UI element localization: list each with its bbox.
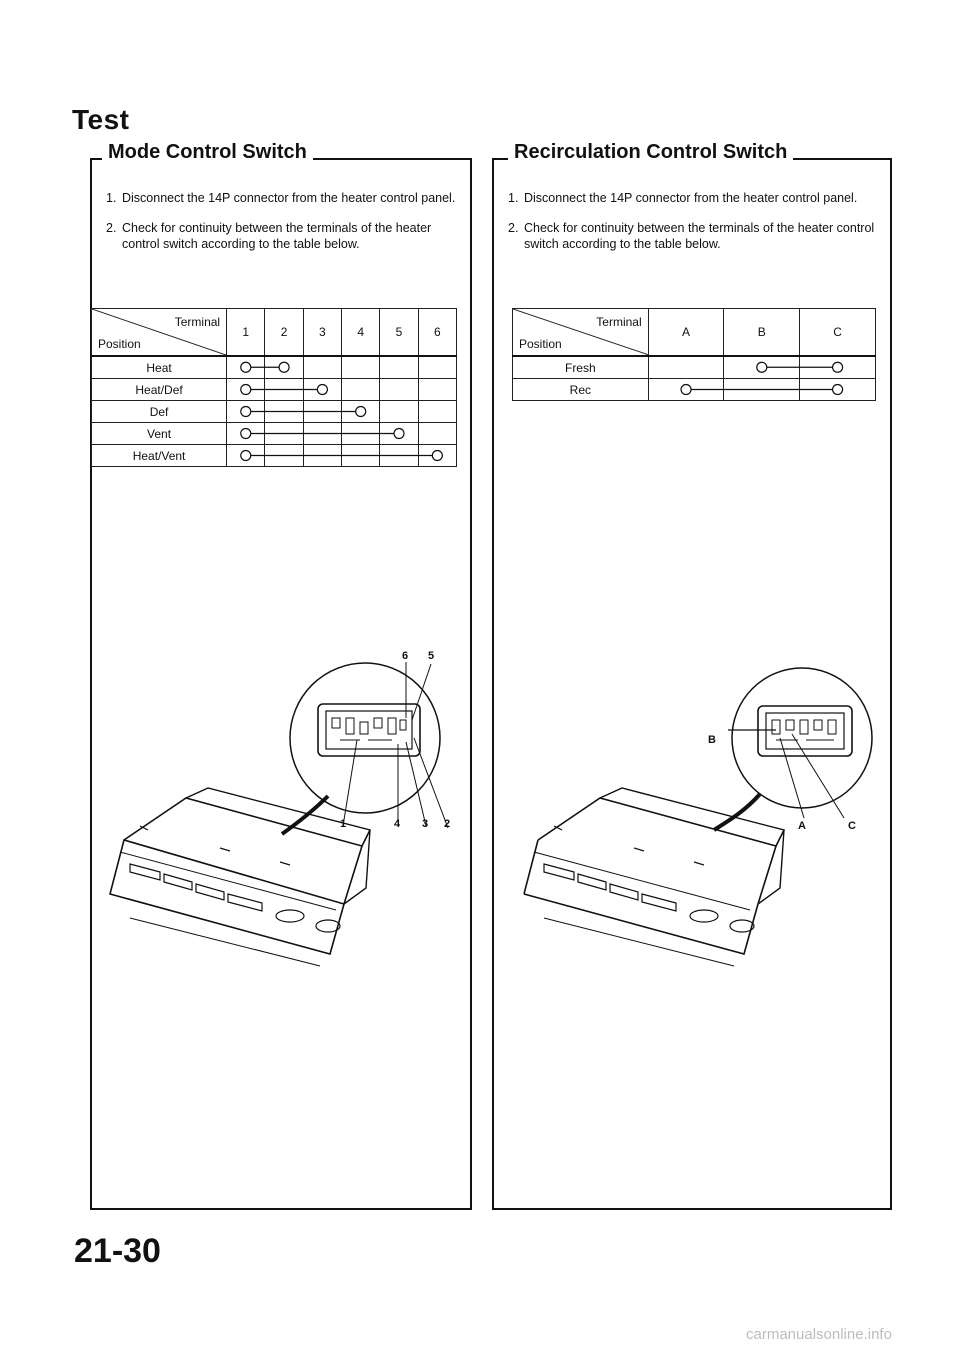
position-label: Heat <box>92 356 227 379</box>
position-header-label: Position <box>98 337 141 351</box>
position-label: Def <box>92 401 227 423</box>
table-row <box>92 445 457 467</box>
terminal-column-header: 6 <box>418 309 456 357</box>
terminal-column-header: A <box>648 309 724 357</box>
mode-switch-steps <box>106 190 456 266</box>
terminal-1-label: 1 <box>340 818 347 830</box>
position-label: Heat/Vent <box>92 445 227 467</box>
recirculation-control-switch-panel <box>492 141 892 1210</box>
terminal-3-label: 3 <box>422 818 429 830</box>
terminal-column-header: C <box>800 309 876 357</box>
step-item <box>508 190 876 206</box>
step-text: Disconnect the 14P connector from the heater control panel. <box>122 191 456 205</box>
table-row <box>92 401 457 423</box>
position-label: Heat/Def <box>92 379 227 401</box>
table-corner-header <box>513 309 649 357</box>
table-row <box>513 356 876 379</box>
terminal-column-header: 2 <box>265 309 303 357</box>
position-header-label: Position <box>519 337 562 351</box>
terminal-5-label: 5 <box>428 650 435 662</box>
terminal-column-header: 1 <box>227 309 265 357</box>
recirc-switch-continuity-table <box>512 308 876 401</box>
position-label: Rec <box>513 379 649 401</box>
terminal-c-label: C <box>848 820 856 832</box>
step-text: Disconnect the 14P connector from the heater control panel. <box>524 191 858 205</box>
page-title: Test <box>72 104 130 135</box>
position-label: Fresh <box>513 356 649 379</box>
step-text: Check for continuity between the terminals of the heater control switch according to the table below. <box>524 221 875 251</box>
mode-control-switch-panel <box>90 141 472 1210</box>
page-number: 21-30 <box>74 1232 161 1270</box>
recirc-switch-heading: Recirculation Control Switch <box>508 141 793 164</box>
table-row <box>92 356 457 379</box>
terminal-header-label: Terminal <box>174 315 221 329</box>
mode-switch-heading: Mode Control Switch <box>102 141 313 164</box>
step-text: Check for continuity between the terminals of the heater control switch according to the table below. <box>122 221 432 251</box>
table-row <box>92 423 457 445</box>
step-item <box>106 220 456 252</box>
position-label: Vent <box>92 423 227 445</box>
step-number: 1. <box>508 191 519 205</box>
recirc-switch-connector-figure <box>514 658 884 968</box>
terminal-2-label: 2 <box>444 818 451 830</box>
mode-switch-connector-figure <box>100 648 466 968</box>
terminal-column-header: 5 <box>380 309 418 357</box>
table-row <box>513 379 876 401</box>
step-item <box>508 220 876 252</box>
terminal-6-label: 6 <box>402 650 409 662</box>
table-row <box>92 379 457 401</box>
terminal-a-label: A <box>798 820 806 832</box>
recirc-switch-steps <box>508 190 876 266</box>
table-corner-header <box>92 309 227 357</box>
mode-switch-continuity-table <box>91 308 457 467</box>
step-number: 2. <box>508 221 519 235</box>
step-number: 1. <box>106 191 117 205</box>
terminal-column-header: 3 <box>303 309 341 357</box>
step-item <box>106 190 456 206</box>
terminal-header-label: Terminal <box>596 315 642 329</box>
step-number: 2. <box>106 221 117 235</box>
terminal-column-header: 4 <box>342 309 380 357</box>
footer-credit: carmanualsonline.info <box>746 1326 892 1343</box>
terminal-b-label: B <box>708 734 716 746</box>
terminal-4-label: 4 <box>394 818 401 830</box>
terminal-column-header: B <box>724 309 800 357</box>
